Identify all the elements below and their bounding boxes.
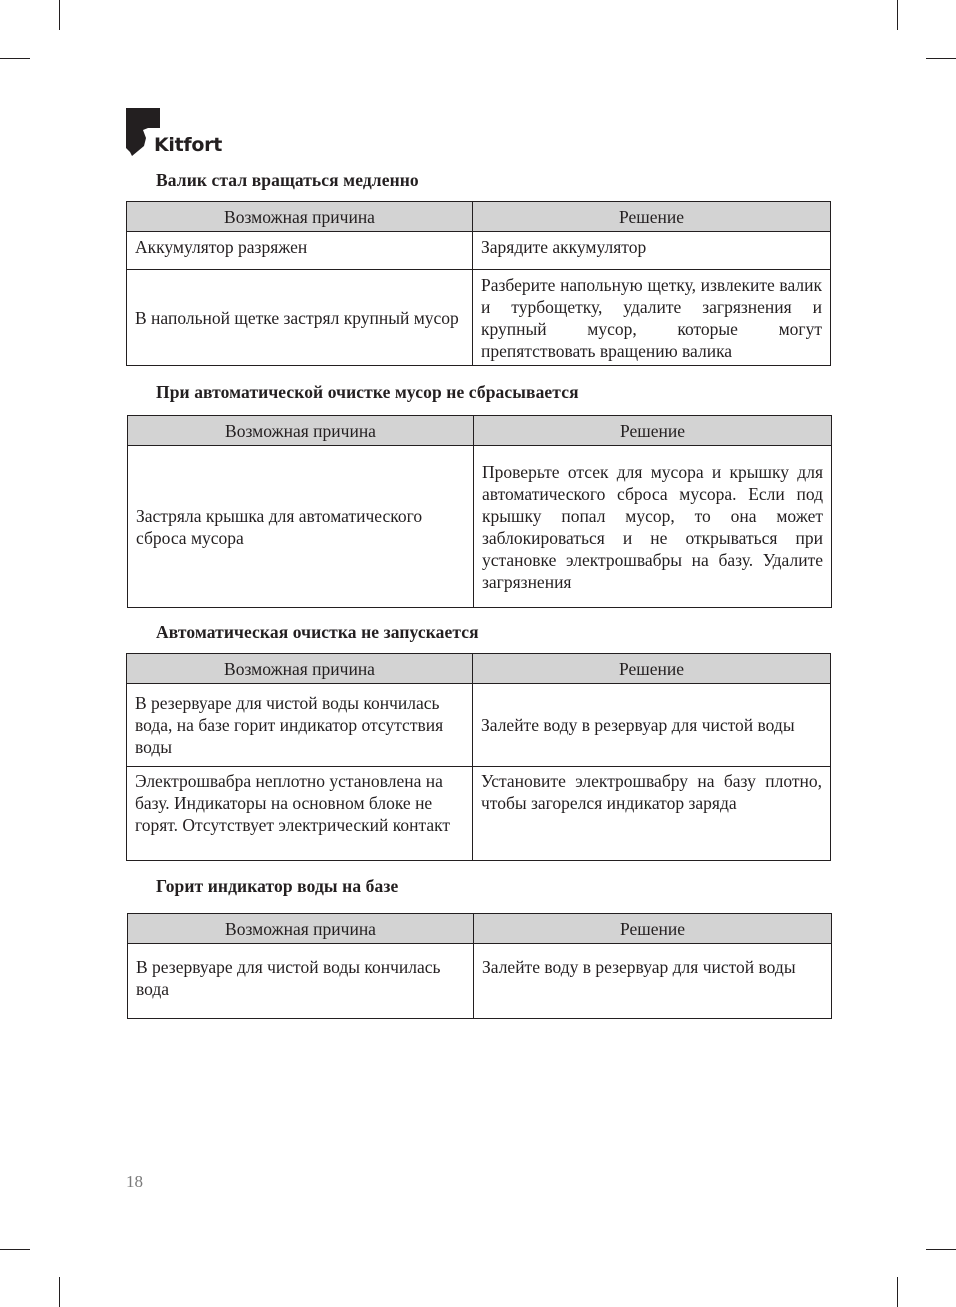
crop-mark — [0, 58, 30, 59]
cause-cell: В резервуаре для чистой воды кончилась вода — [128, 944, 474, 1019]
section-title: При автоматической очистке мусор не сбрасывается — [156, 382, 579, 402]
cause-cell: Электрошвабра неплотно установлена на базу. Индикаторы на основном блоке не горят. Отсутствует электрический контакт — [127, 767, 473, 861]
solution-cell: Зарядите аккумулятор — [473, 232, 831, 270]
column-header-solution: Решение — [473, 654, 831, 684]
crop-mark — [926, 58, 956, 59]
cause-cell: В напольной щетке застрял крупный мусор — [127, 270, 473, 366]
crop-mark — [0, 1249, 30, 1250]
cause-cell: Аккумулятор разряжен — [127, 232, 473, 270]
solution-cell: Установите электрошвабру на базу плотно, чтобы загорелся индикатор заряда — [473, 767, 831, 861]
table-row — [127, 684, 831, 767]
table-row — [128, 944, 832, 1019]
column-header-cause: Возможная причина — [128, 914, 474, 944]
troubleshooting-table — [127, 415, 832, 608]
table-row — [127, 270, 831, 366]
crop-mark — [926, 1249, 956, 1250]
column-header-cause: Возможная причина — [128, 416, 474, 446]
crop-mark — [59, 1277, 60, 1307]
column-header-solution: Решение — [474, 914, 832, 944]
cause-cell: В резервуаре для чистой воды кончилась вода, на базе горит индикатор отсутствия воды — [127, 684, 473, 767]
troubleshooting-table — [126, 653, 831, 861]
solution-cell: Разберите напольную щетку, извлеките валик и турбощетку, удалите загрязнения и крупный мусор, которые могут препятствовать вращению валика — [473, 270, 831, 366]
page-number: 18 — [126, 1172, 143, 1191]
crop-mark — [59, 0, 60, 30]
kitfort-logo — [126, 108, 226, 158]
solution-cell: Залейте воду в резервуар для чистой воды — [473, 684, 831, 767]
logo-text: Kitfort — [154, 134, 222, 156]
section-title: Автоматическая очистка не запускается — [156, 622, 479, 642]
troubleshooting-table — [127, 913, 832, 1019]
table-row — [128, 446, 832, 608]
table-header-row — [128, 416, 832, 446]
section-title: Валик стал вращаться медленно — [156, 170, 419, 190]
table-header-row — [127, 654, 831, 684]
solution-cell: Залейте воду в резервуар для чистой воды — [474, 944, 832, 1019]
column-header-solution: Решение — [474, 416, 832, 446]
section-title: Горит индикатор воды на базе — [156, 876, 399, 896]
column-header-solution: Решение — [473, 202, 831, 232]
table-row — [127, 232, 831, 270]
table-header-row — [127, 202, 831, 232]
column-header-cause: Возможная причина — [127, 202, 473, 232]
crop-mark — [897, 1277, 898, 1307]
solution-cell: Проверьте отсек для мусора и крышку для автоматического сброса мусора. Если под крышку попал мусор, то она может заблокироваться и не открываться при установке электрошвабры на базу. Удалите загрязнения — [474, 446, 832, 608]
troubleshooting-table — [126, 201, 831, 366]
table-row — [127, 767, 831, 861]
table-header-row — [128, 914, 832, 944]
cause-cell: Застряла крышка для автоматического сброса мусора — [128, 446, 474, 608]
crop-mark — [897, 0, 898, 30]
column-header-cause: Возможная причина — [127, 654, 473, 684]
